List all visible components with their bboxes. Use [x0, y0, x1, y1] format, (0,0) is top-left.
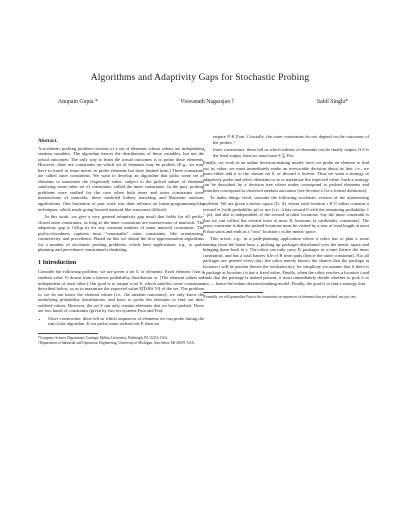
inner-label: Inner constraints:	[213, 147, 246, 153]
footnote-2: †Department of Industrial and Operations Engineering, University of Michigan, Ann Arbor, MI 48109, USA.	[38, 341, 195, 346]
list-item-inner	[213, 147, 369, 158]
outer-continuation: require P ∈ Fout. Crucially, the outer constraints do not depend on the outcomes of the probes. ¹	[213, 134, 369, 145]
left-column	[38, 139, 204, 347]
right-paragraph-1: Finally, we work in an online decision-making model: once we probe an element to find out its value, we must immediately make an irrevocable decision about its fate, i.e., we must either add it to the chosen set S, or discard it forever. Thus we want a strategy to adaptively probe and select elements so as to maximize the expected value. Such a strategy can be described by a decision tree where nodes correspond to probed elements and branches correspond to observed random outcomes (see Section 2 for a formal definition).	[203, 160, 369, 193]
author-3: Sahil Singla*	[316, 99, 348, 105]
right-paragraph-2: To make things vivid, consider the following stochastic version of the orienteering problem. We are given a metric space (U, d), where each location i ∈ U either contains a reward vi (with probability pi) or not (i.e., it has reward 0 with the remaining probability 1 − pi), and this is independent of the reward at other locations. Say the inner constraint is that we can collect the reward from at most K locations (a cardinality constraint). The outer constraint is that the probed locations must be visited by a tour of total length at most B that starts and ends at a "root" location r in the metric space.	[203, 195, 369, 234]
right-paragraph-3: This arises, e.g., in a path-planning application where a robot has to plan a route starting from the home base r, picking up packages distributed over the metric space and bringing them back to r. The robot can only carry K packages at a time (hence the inner constraint), and has a total battery life of B time units (hence the outer constraint). Not all packages are present every day: the robot merely knows the chance that the package at location i will be present (hence the stochasticity); for simplicity we assume that if there is a package at location i it has a fixed value. Finally, when the robot reaches a location i and finds that the package is indeed present, it must immediately decide whether to pick it or not — hence the online decision-making model. Finally, the goal is to find a strategy that	[203, 236, 369, 286]
abstract-heading: Abstract.	[38, 139, 58, 144]
author-1: Anupam Gupta *	[58, 99, 98, 105]
intro-paragraph-1: Consider the following problem: we are given a set U of elements. Each element i has a random value Vi drawn from a known probability distribution πi. (The element values are independent of each other.) Our goal is to output a set S, which satisfies some constraints described below, so as to maximize the expected value E[Σi∈S Vi] of the set. The problem is: we do not know the element values (i.e., the random outcomes); we only know the underlying probability distributions, and have to probe the elements to find out their realized values. However, the set S can only contain elements that we have probed. There are two kinds of constraints (given by two set systems Fout and Fin):	[38, 269, 204, 314]
section-heading-introduction: 1 Introduction	[38, 258, 77, 266]
outer-text: these tell us which sequences of elements we can probe during the run of the algorithm. If we probe some ordered set P, then we	[48, 315, 204, 327]
inner-text: these tell us which subsets of elements can be finally output. If S is the final output, then we must have S ⊆ Fin.	[213, 147, 369, 158]
author-2: Viswanath Nagarajan †	[180, 99, 235, 105]
list-item-outer	[48, 316, 204, 327]
paper-title: Algorithms and Adaptivity Gaps for Stochastic Probing	[90, 72, 310, 83]
author-list	[58, 99, 348, 105]
right-column	[203, 134, 369, 301]
constraint-list	[38, 316, 204, 327]
footnote-rule-right	[203, 292, 263, 293]
abstract-text: A stochastic probing problem consists of a set of elements whose values are independent random variables. The algorithm knows the distributions of these variables, but not the actual outcomes. The only way to learn the actual outcomes is to probe these elements. However, there are constraints on which set of elements may be probed. (E.g., we may have to travel in some metric to probe elements but have limited time.) These constraints are called outer constraints. We want to develop an algorithm that picks some set of elements to maximize the (expected) value, subject to the picked subset of elements satisfying some other set of constraints, called the inner constraints. In the past, probing problems were studied for the case when both inner and outer constraints were intersections of matroids; these modeled kidney matching and Bayesian auctions applications. One limitation of past work was their reliance on linear-programming-like techniques, which made going beyond matroid-like structures difficult.	[38, 145, 204, 212]
footnote-1: *Computer Science Department, Carnegie Mellon University, Pittsburgh, PA 15213, USA.	[38, 335, 169, 340]
outer-label: Outer constraints:	[48, 315, 82, 321]
footnote-rule	[38, 333, 98, 334]
constraint-list-2	[203, 147, 369, 158]
footnote-right: ¹Formally, we will generalize Fout to be constraints on sequences of elements that are probed, not just sets.	[203, 295, 357, 300]
abstract-paragraph-2: In this work, we give a very general adaptivity gap result that holds for all prefix-closed outer constraints, as long as the inner constraints are intersections of matroids. The adaptivity gap is O(log n) for any constant number of inner matroid constraints. The prefix-closedness captures most "reasonable" outer constraints, like orienteering, connectivity, and precedence. Based on this we obtain the first approximation algorithms for a number of stochastic probing problems, which have applications, e.g., to path-planning and precedence-constrained scheduling.	[38, 214, 204, 253]
